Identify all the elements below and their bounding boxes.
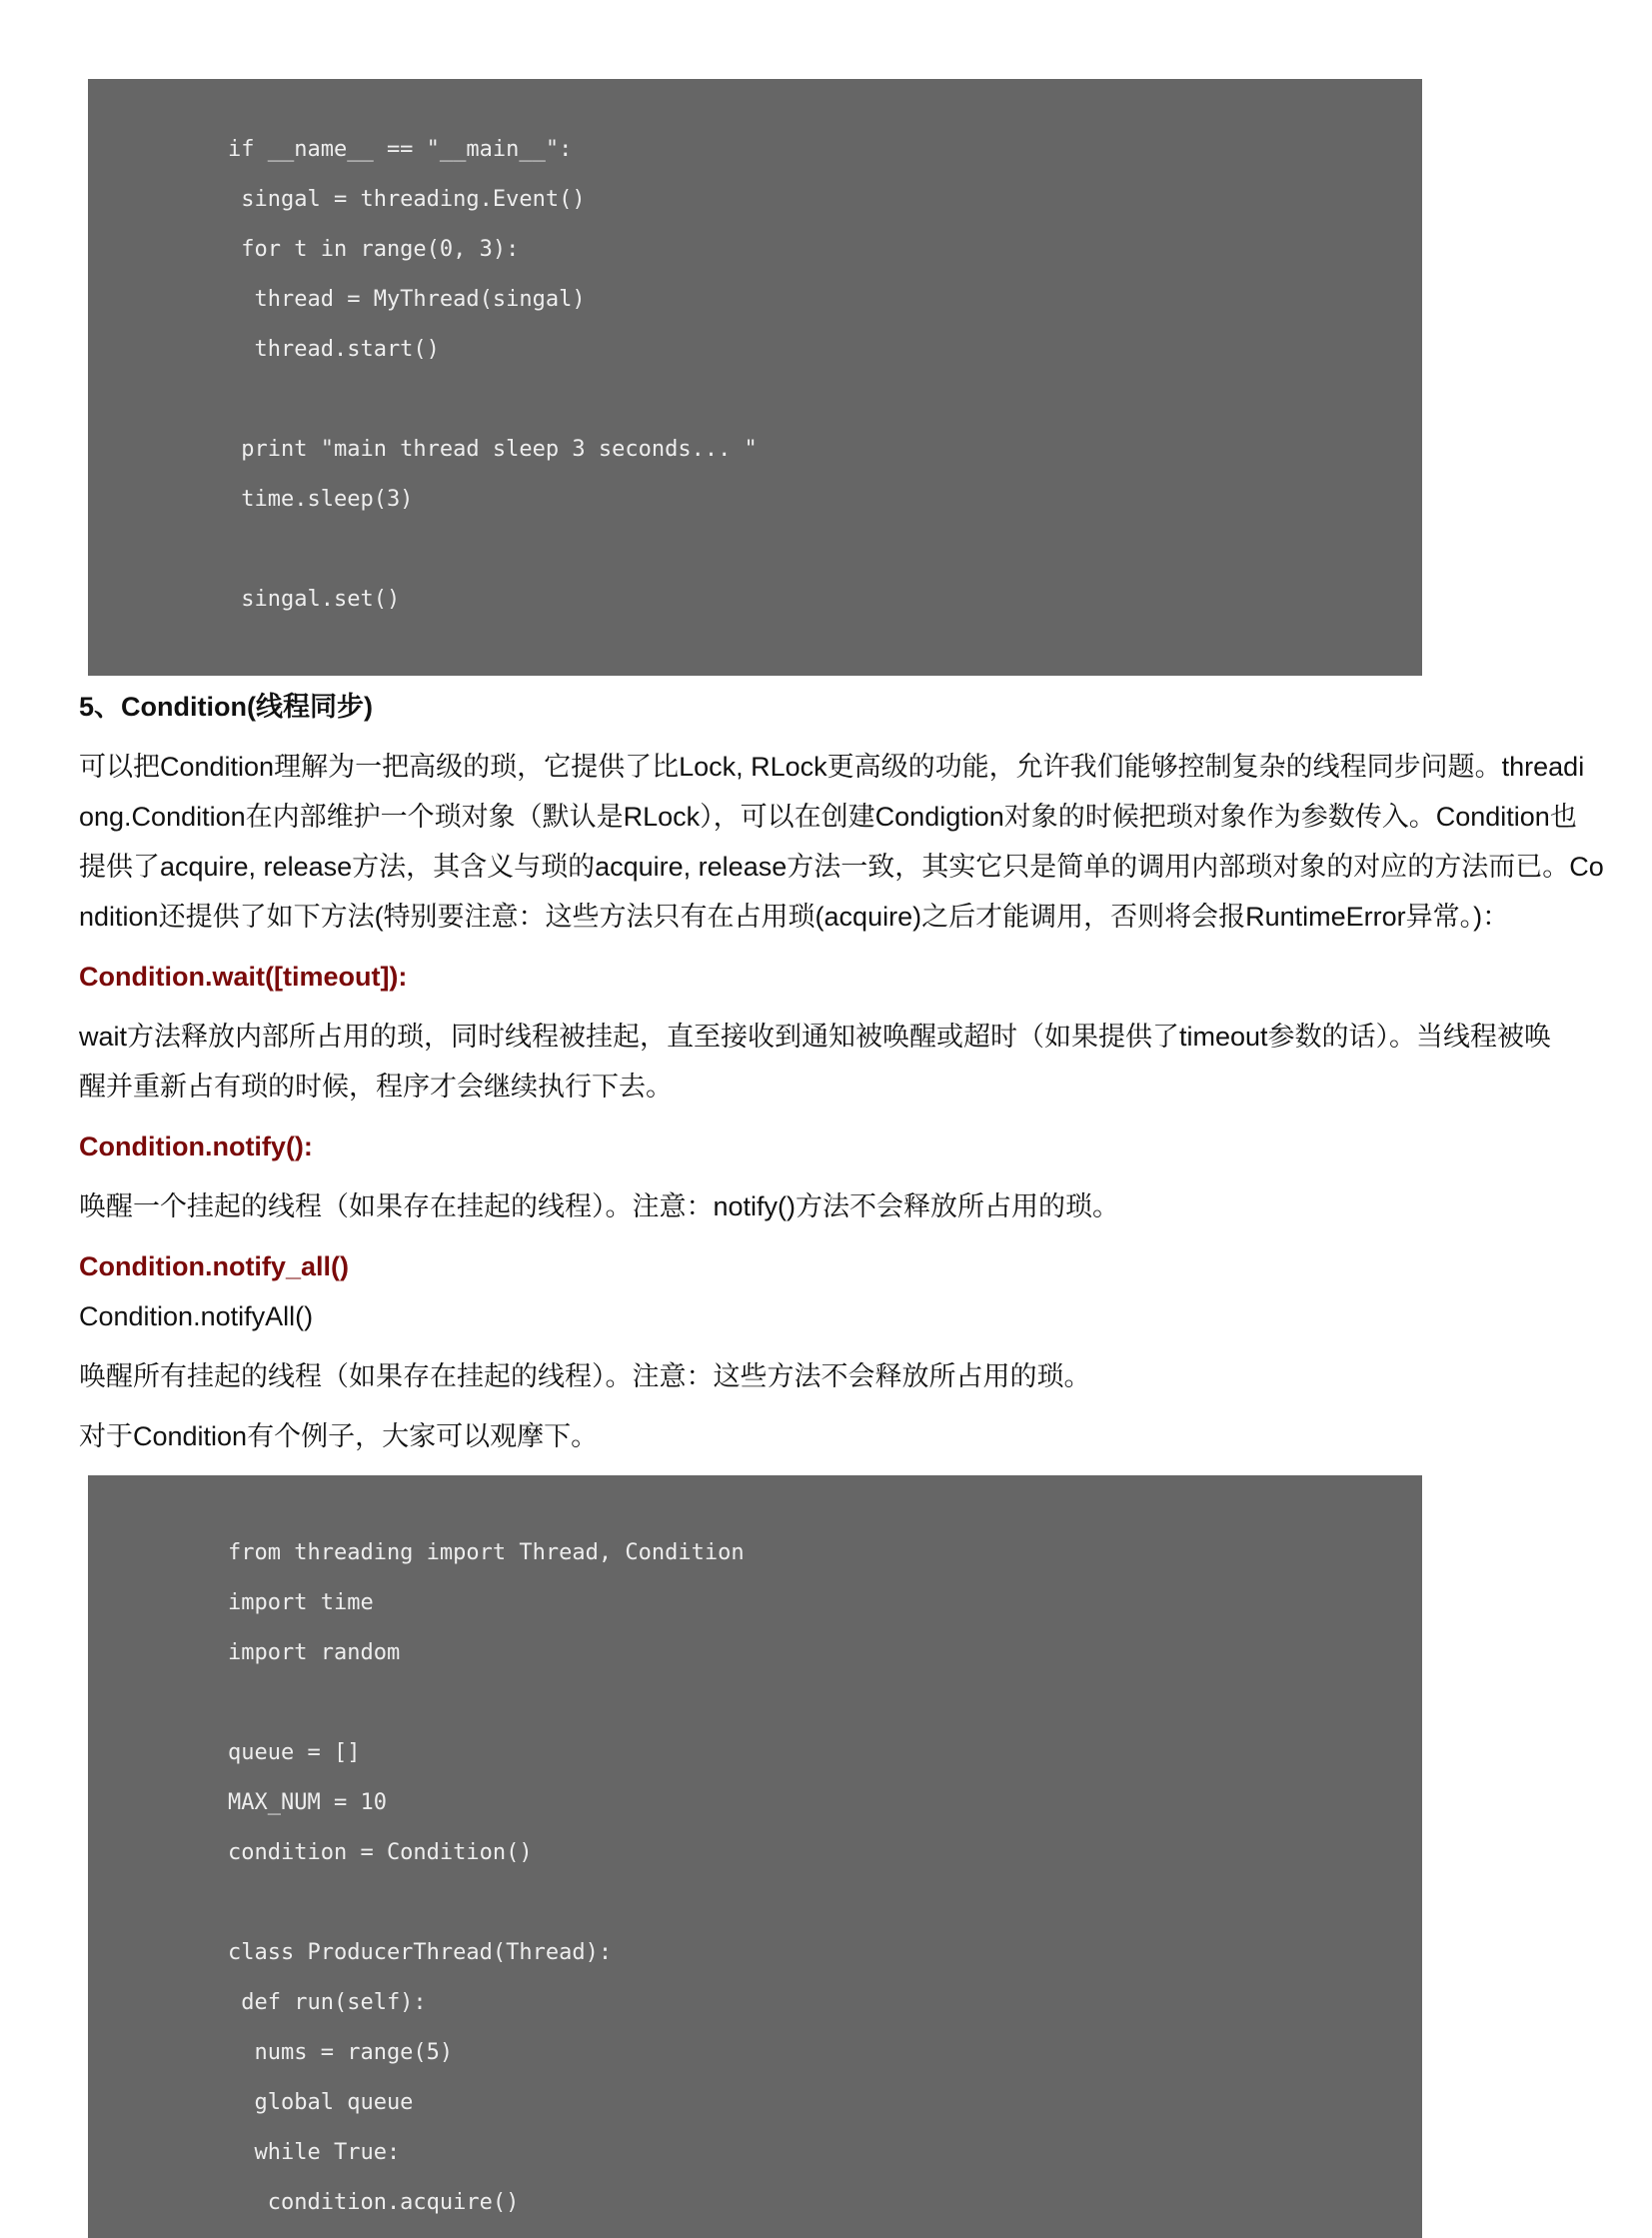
- section-heading-condition: 5、Condition(线程同步): [79, 692, 373, 722]
- wait-paragraph: [79, 1012, 1578, 1112]
- code-line: [228, 1878, 1422, 1928]
- paragraph-line: 提供了acquire, release方法，其含义与琐的acquire, release方法一致，其实它只是简单的调用内部琐对象的对应的方法而已。Co: [79, 852, 1604, 882]
- code-line: import time: [228, 1590, 374, 1615]
- code-line: if __name__ == "__main__":: [228, 137, 573, 162]
- notify-all-alias: Condition.notifyAll(): [79, 1301, 314, 1331]
- code-line: class ProducerThread(Thread):: [228, 1940, 613, 1965]
- code-block-event-example: [88, 79, 1422, 676]
- code-line: condition.acquire(): [228, 2190, 520, 2215]
- paragraph-line: 可以把Condition理解为一把高级的琐，它提供了比Lock, RLock更高级的功能，允许我们能够控制复杂的线程同步问题。threadi: [79, 752, 1585, 782]
- paragraph-line: 醒并重新占有琐的时候，程序才会继续执行下去。: [79, 1072, 673, 1102]
- code-line: condition = Condition(): [228, 1840, 533, 1865]
- code-line: MAX_NUM = 10: [228, 1790, 387, 1815]
- code-line: queue = []: [228, 1740, 361, 1765]
- notify-all-paragraph: 唤醒所有挂起的线程（如果存在挂起的线程）。注意：这些方法不会释放所占用的琐。: [79, 1361, 1091, 1391]
- intro-paragraph: [79, 742, 1604, 942]
- code-block-condition-example: [88, 1475, 1422, 2238]
- code-line: global queue: [228, 2090, 414, 2115]
- paragraph-line: ndition还提供了如下方法(特别要注意：这些方法只有在占用琐(acquire)之后才能调用，否则将会报RuntimeError异常。)：: [79, 902, 1510, 932]
- code-line: import random: [228, 1640, 401, 1665]
- code-line: singal.set(): [228, 587, 401, 612]
- example-intro: 对于Condition有个例子，大家可以观摩下。: [79, 1421, 599, 1451]
- paragraph-line: wait方法释放内部所占用的琐，同时线程被挂起，直至接收到通知被唤醒或超时（如果提供了timeout参数的话）。当线程被唤: [79, 1022, 1552, 1052]
- notify-paragraph: 唤醒一个挂起的线程（如果存在挂起的线程）。注意：notify()方法不会释放所占用的琐。: [79, 1191, 1120, 1221]
- notify-all-method-heading: Condition.notify_all(): [79, 1251, 349, 1281]
- code-line: time.sleep(3): [228, 487, 414, 512]
- notify-method-heading: Condition.notify():: [79, 1131, 313, 1161]
- code-line: def run(self):: [228, 1990, 427, 2015]
- paragraph-line: ong.Condition在内部维护一个琐对象（默认是RLock），可以在创建Condigtion对象的时候把琐对象作为参数传入。Condition也: [79, 802, 1577, 832]
- wait-method-heading: Condition.wait([timeout]):: [79, 962, 408, 992]
- code-line: thread.start(): [228, 337, 440, 362]
- code-line: from threading import Thread, Condition: [228, 1540, 745, 1565]
- code-line: singal = threading.Event(): [228, 187, 586, 212]
- code-line: [228, 1678, 1422, 1728]
- code-line: [228, 375, 1422, 425]
- code-line: nums = range(5): [228, 2040, 454, 2065]
- code-line: for t in range(0, 3):: [228, 237, 520, 262]
- code-line: thread = MyThread(singal): [228, 287, 586, 312]
- code-line: [228, 525, 1422, 575]
- code-line: while True:: [228, 2140, 401, 2165]
- code-line: print "main thread sleep 3 seconds... ": [228, 437, 758, 462]
